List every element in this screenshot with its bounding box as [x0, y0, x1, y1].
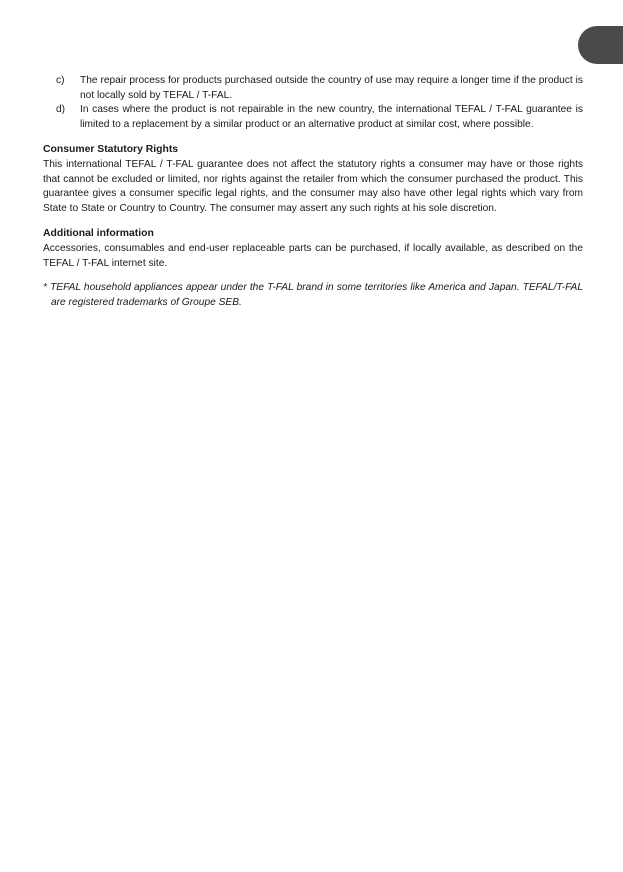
document-body — [43, 74, 583, 321]
list-item-c — [43, 74, 583, 103]
list-item-d — [43, 103, 583, 132]
list-marker: c) — [56, 75, 65, 86]
page-edge-tab — [578, 26, 623, 64]
additional-info-heading: Additional information — [43, 228, 154, 240]
list-text: The repair process for products purchased outside the country of use may require a longer time if the product is not locally sold by TEFAL / T-FAL. — [80, 75, 583, 101]
list-text: In cases where the product is not repairable in the new country, the international TEFAL / T-FAL guarantee is limited to a replacement by a similar product or an alternative product at similar cost, where possible. — [80, 104, 583, 130]
trademark-footnote: * TEFAL household appliances appear under the T-FAL brand in some territories like America and Japan. TEFAL/T-FAL are registered trademarks of Groupe SEB. — [43, 282, 583, 308]
list-marker: d) — [56, 104, 66, 116]
additional-info-body: Accessories, consumables and end-user replaceable parts can be purchased, if locally available, as described on the TEFAL / T-FAL internet site. — [43, 242, 583, 269]
consumer-rights-heading: Consumer Statutory Rights — [43, 144, 179, 156]
consumer-rights-body: This international TEFAL / T-FAL guarantee does not affect the statutory rights a consumer may have or those rights that cannot be excluded or limited, nor rights against the retailer from which the consumer purchased the product. This guarantee gives a consumer specific legal rights, and the consumer may also have other legal rights which vary from State to State or Country to Country. The consumer may assert any such rights at his sole discretion. — [43, 158, 583, 214]
additional-info-section — [43, 227, 583, 271]
consumer-rights-section — [43, 143, 583, 216]
